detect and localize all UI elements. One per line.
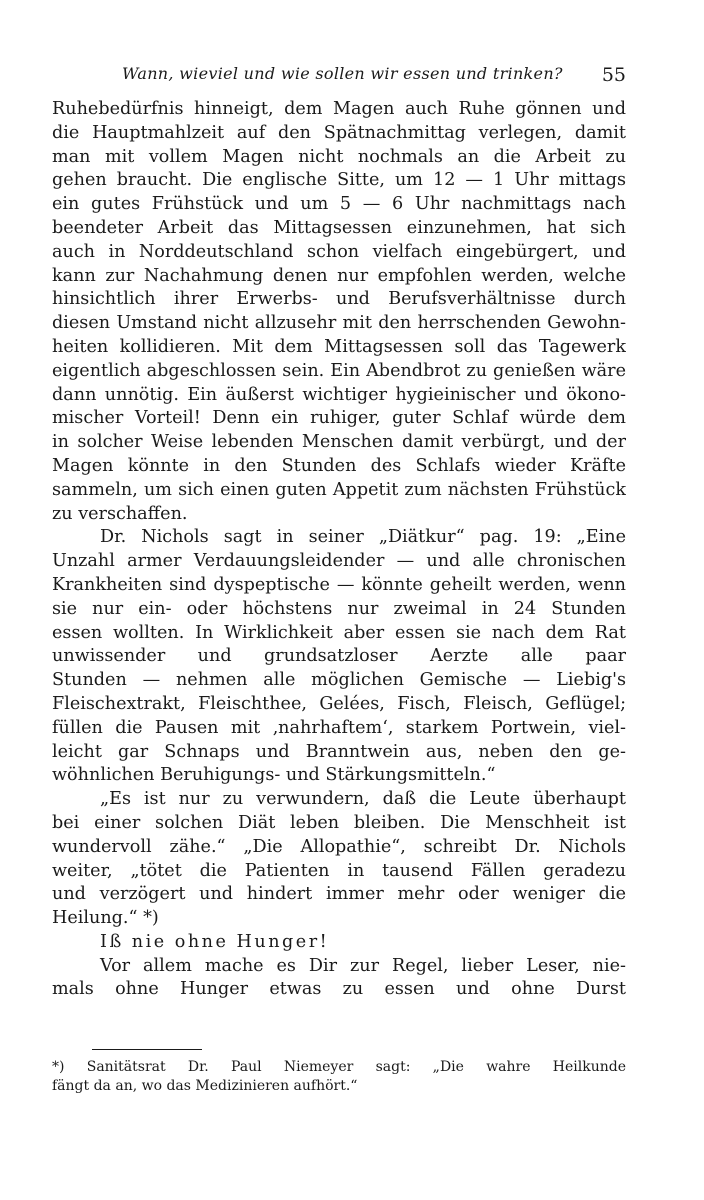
paragraph-start-line: Dr. Nichols sagt in seiner „Diätkur“ pag. 19: „Eine (100, 527, 626, 548)
text-line: essen wollten. In Wirklichkeit aber essen sie nach dem Rat (52, 622, 626, 643)
paragraph-start-line: „Es ist nur zu verwundern, daß die Leute überhaupt (100, 789, 626, 810)
text-line: sie nur ein- oder höchstens nur zweimal in 24 Stunden (52, 598, 626, 619)
text-line: mals ohne Hunger etwas zu essen und ohne Durst (52, 979, 626, 1000)
text-line: Fleischextrakt, Fleischthee, Gelées, Fisch, Fleisch, Geflügel; (52, 693, 626, 714)
text-line: Magen könnte in den Stunden des Schlafs wieder Kräfte (52, 455, 626, 476)
footnote-line: *) Sanitätsrat Dr. Paul Niemeyer sagt: „Die wahre Heilkunde (52, 1059, 626, 1075)
footnote (52, 1058, 626, 1096)
text-line: Ruhebedürfnis hinneigt, dem Magen auch Ruhe gönnen und (52, 99, 626, 119)
text-line: auch in Norddeutschland schon vielfach eingebürgert, und (52, 241, 626, 262)
body-text (52, 98, 626, 1002)
text-line: diesen Umstand nicht allzusehr mit den herrschenden Gewohn- (52, 313, 626, 334)
text-line: unwissender und grundsatzloser Aerzte alle paar (52, 646, 626, 667)
text-line: heiten kollidieren. Mit dem Mittagsessen soll das Tagewerk (52, 336, 626, 357)
text-line: Krankheiten sind dyspeptische — könnte geheilt werden, wenn (52, 574, 626, 595)
text-line: eigentlich abgeschlossen sein. Ein Abendbrot zu genießen wäre (52, 360, 626, 381)
text-line: wundervoll zähe.“ „Die Allopathie“, schreibt Dr. Nichols (52, 836, 626, 857)
text-line: Stunden — nehmen alle möglichen Gemische — Liebig's (52, 670, 626, 691)
text-line: beendeter Arbeit das Mittagsessen einzunehmen, hat sich (52, 217, 626, 238)
text-line: kann zur Nachahmung denen nur empfohlen werden, welche (52, 265, 626, 286)
text-line: gehen braucht. Die englische Sitte, um 12 — 1 Uhr mittags (52, 170, 626, 191)
text-line: man mit vollem Magen nicht nochmals an die Arbeit zu (52, 146, 626, 167)
text-line: mischer Vorteil! Denn ein ruhiger, guter Schlaf würde dem (52, 408, 626, 429)
text-line: dann unnötig. Ein äußerst wichtiger hygieinischer und ökono- (52, 384, 626, 405)
running-title: Wann, wieviel und wie sollen wir essen und trinken? (122, 64, 563, 83)
text-line: sammeln, um sich einen guten Appetit zum nächsten Frühstück (52, 479, 626, 500)
text-line: ein gutes Frühstück und um 5 — 6 Uhr nachmittags nach (52, 194, 626, 215)
footnote-divider (92, 1049, 202, 1050)
page-number: 55 (601, 64, 626, 86)
paragraph-start-line: Vor allem mache es Dir zur Regel, lieber Leser, nie- (100, 955, 626, 976)
text-line: weiter, „tötet die Patienten in tausend Fällen geradezu (52, 860, 626, 881)
paragraph-end-line: Heilung.“ *) (52, 908, 159, 929)
text-line: Unzahl armer Verdauungsleidender — und alle chronischen (52, 551, 626, 572)
text-line: und verzögert und hindert immer mehr oder weniger die (52, 884, 626, 905)
paragraph-end-line: wöhnlichen Beruhigungs- und Stärkungsmitteln.“ (52, 765, 496, 786)
running-header (52, 64, 626, 90)
text-line: leicht gar Schnaps und Branntwein aus, neben den ge- (52, 741, 626, 762)
paragraph-end-line: zu verschaffen. (52, 503, 188, 524)
text-line: in solcher Weise lebenden Menschen damit verbürgt, und der (52, 432, 626, 453)
text-line: füllen die Pausen mit ‚nahrhaftem‘, starkem Portwein, viel- (52, 717, 626, 738)
footnote-line: fängt da an, wo das Medizinieren aufhört.“ (52, 1078, 358, 1094)
section-heading: Iß nie ohne Hunger! (100, 931, 330, 952)
text-line: hinsichtlich ihrer Erwerbs- und Berufsverhältnisse durch (52, 289, 626, 310)
text-line: die Hauptmahlzeit auf den Spätnachmittag verlegen, damit (52, 122, 626, 143)
text-line: bei einer solchen Diät leben bleiben. Die Menschheit ist (52, 812, 626, 833)
